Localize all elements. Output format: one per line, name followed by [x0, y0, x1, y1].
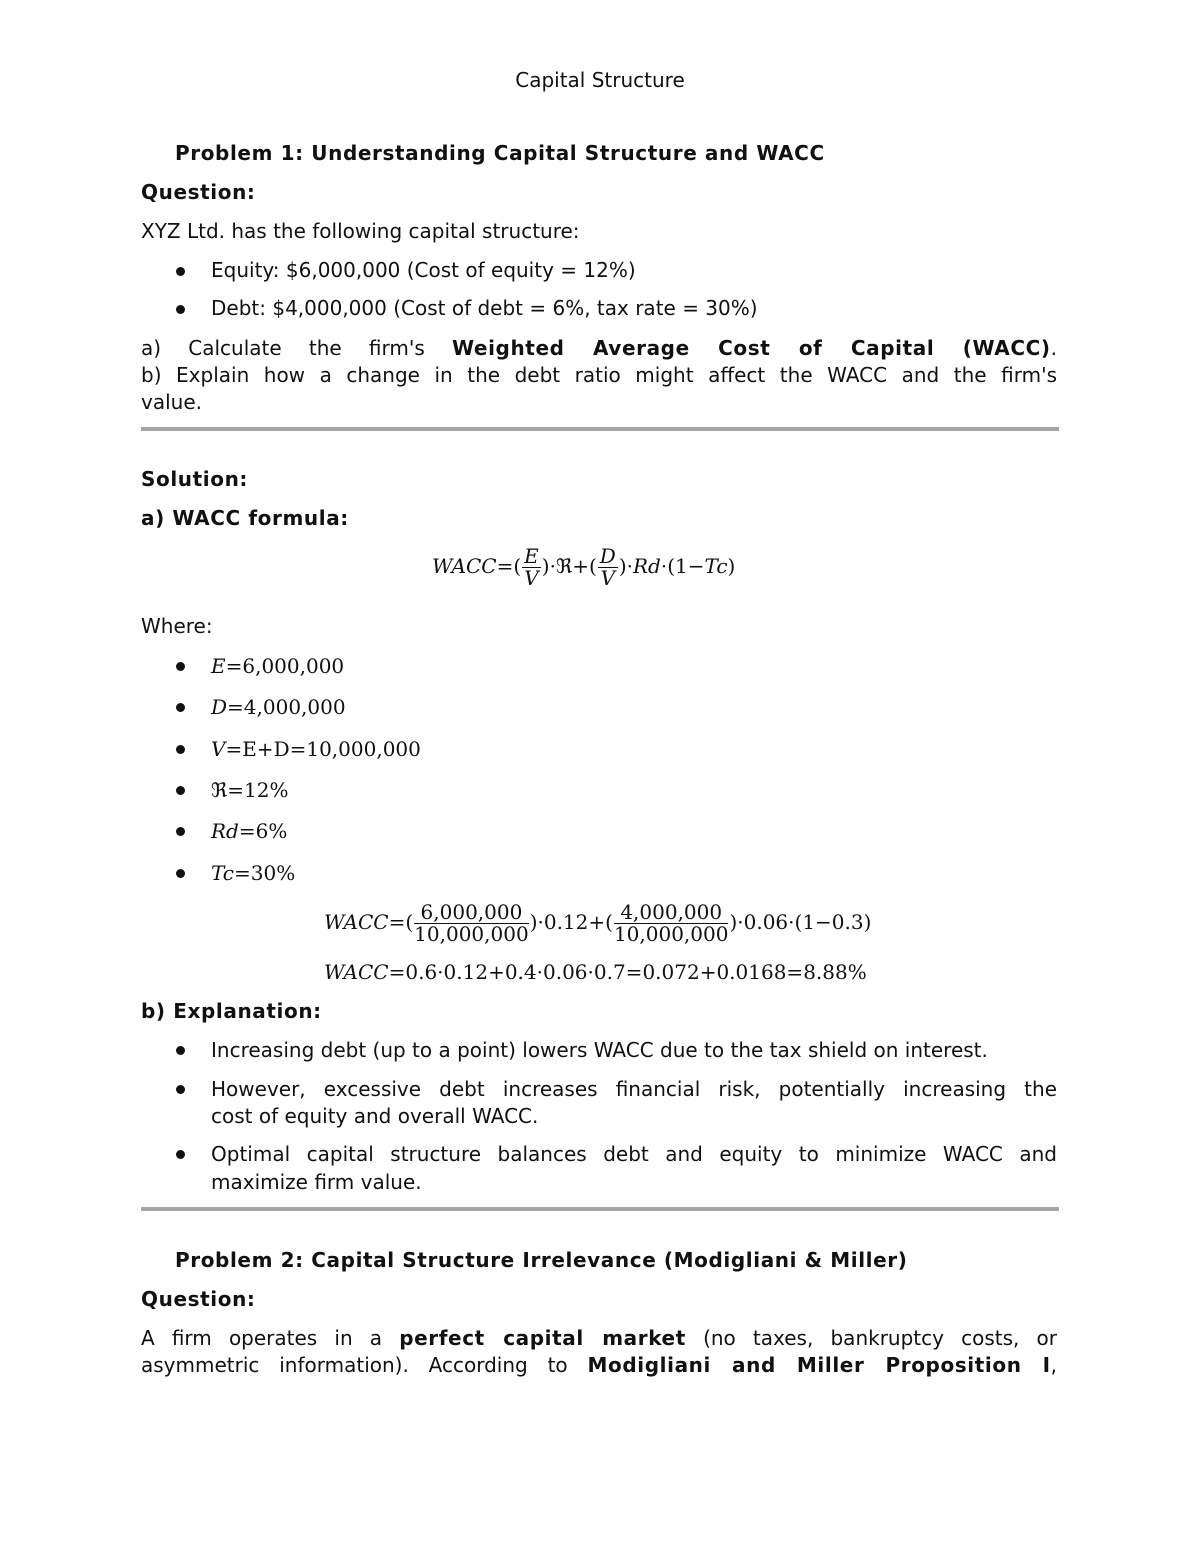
question-b-line1: b) Explain how a change in the debt ratio might affect the WACC and the firm's — [141, 363, 1057, 387]
question-b-line2: value. — [141, 390, 202, 414]
page-header: Capital Structure — [515, 68, 685, 92]
bullet-icon — [176, 1150, 185, 1159]
section-divider — [141, 427, 1059, 431]
bullet-icon — [176, 745, 185, 754]
var-e: E=6,000,000 — [211, 654, 345, 678]
question-label: Question: — [141, 1287, 256, 1311]
question-label: Question: — [141, 180, 256, 204]
bullet-icon — [176, 662, 185, 671]
wacc-calculation-2: WACC=0.6·0.12+0.4·0.06·0.7=0.072+0.0168=8.88% — [324, 960, 867, 984]
solution-label: Solution: — [141, 467, 249, 491]
var-re: ℜ=12% — [211, 778, 289, 802]
explanation-item-2-line2: cost of equity and overall WACC. — [211, 1104, 539, 1128]
bullet-icon — [176, 267, 185, 276]
bullet-icon — [176, 305, 185, 314]
list-item-debt: Debt: $4,000,000 (Cost of debt = 6%, tax rate = 30%) — [211, 296, 758, 320]
var-d: D=4,000,000 — [211, 695, 346, 719]
bullet-icon — [176, 1085, 185, 1094]
bullet-icon — [176, 869, 185, 878]
bullet-icon — [176, 1046, 185, 1055]
problem1-title: Problem 1: Understanding Capital Structure and WACC — [175, 141, 825, 165]
section-divider — [141, 1207, 1059, 1211]
explanation-item-3-line2: maximize firm value. — [211, 1170, 422, 1194]
explanation-item-2-line1: However, excessive debt increases financial risk, potentially increasing the — [211, 1077, 1057, 1101]
var-rd: Rd=6% — [211, 819, 288, 843]
wacc-formula: WACC=( $\frac{E}{V}$ )·ℜ+( $\frac{D}{V}$ )·Rd·(1−Tc) — [432, 544, 736, 590]
bullet-icon — [176, 786, 185, 795]
list-item-equity: Equity: $6,000,000 (Cost of equity = 12%) — [211, 258, 636, 282]
wacc-calculation-1: WACC=( $\frac{6,000,000}{10,000,000}$ )·0.12+( $\frac{4,000,000}{10,000,000}$ )·0.06·(1−0.3) — [324, 900, 872, 946]
problem2-title: Problem 2: Capital Structure Irrelevance (Modigliani & Miller) — [175, 1248, 908, 1272]
problem2-text-line2: asymmetric information). According to Modigliani and Miller Proposition I, — [141, 1353, 1057, 1377]
where-label: Where: — [141, 614, 213, 638]
bullet-icon — [176, 703, 185, 712]
part-a-label: a) WACC formula: — [141, 506, 349, 530]
problem2-text-line1: A firm operates in a perfect capital market (no taxes, bankruptcy costs, or — [141, 1326, 1058, 1350]
part-b-label: b) Explanation: — [141, 999, 322, 1023]
question-a: a) Calculate the firm's Weighted Average Cost of Capital (WACC). — [141, 336, 1057, 360]
question-intro: XYZ Ltd. has the following capital structure: — [141, 219, 580, 243]
var-v: V=E+D=10,000,000 — [211, 737, 421, 761]
explanation-item-1: Increasing debt (up to a point) lowers WACC due to the tax shield on interest. — [211, 1038, 988, 1062]
var-tc: Tc=30% — [211, 861, 296, 885]
explanation-item-3-line1: Optimal capital structure balances debt and equity to minimize WACC and — [211, 1142, 1057, 1166]
bullet-icon — [176, 827, 185, 836]
